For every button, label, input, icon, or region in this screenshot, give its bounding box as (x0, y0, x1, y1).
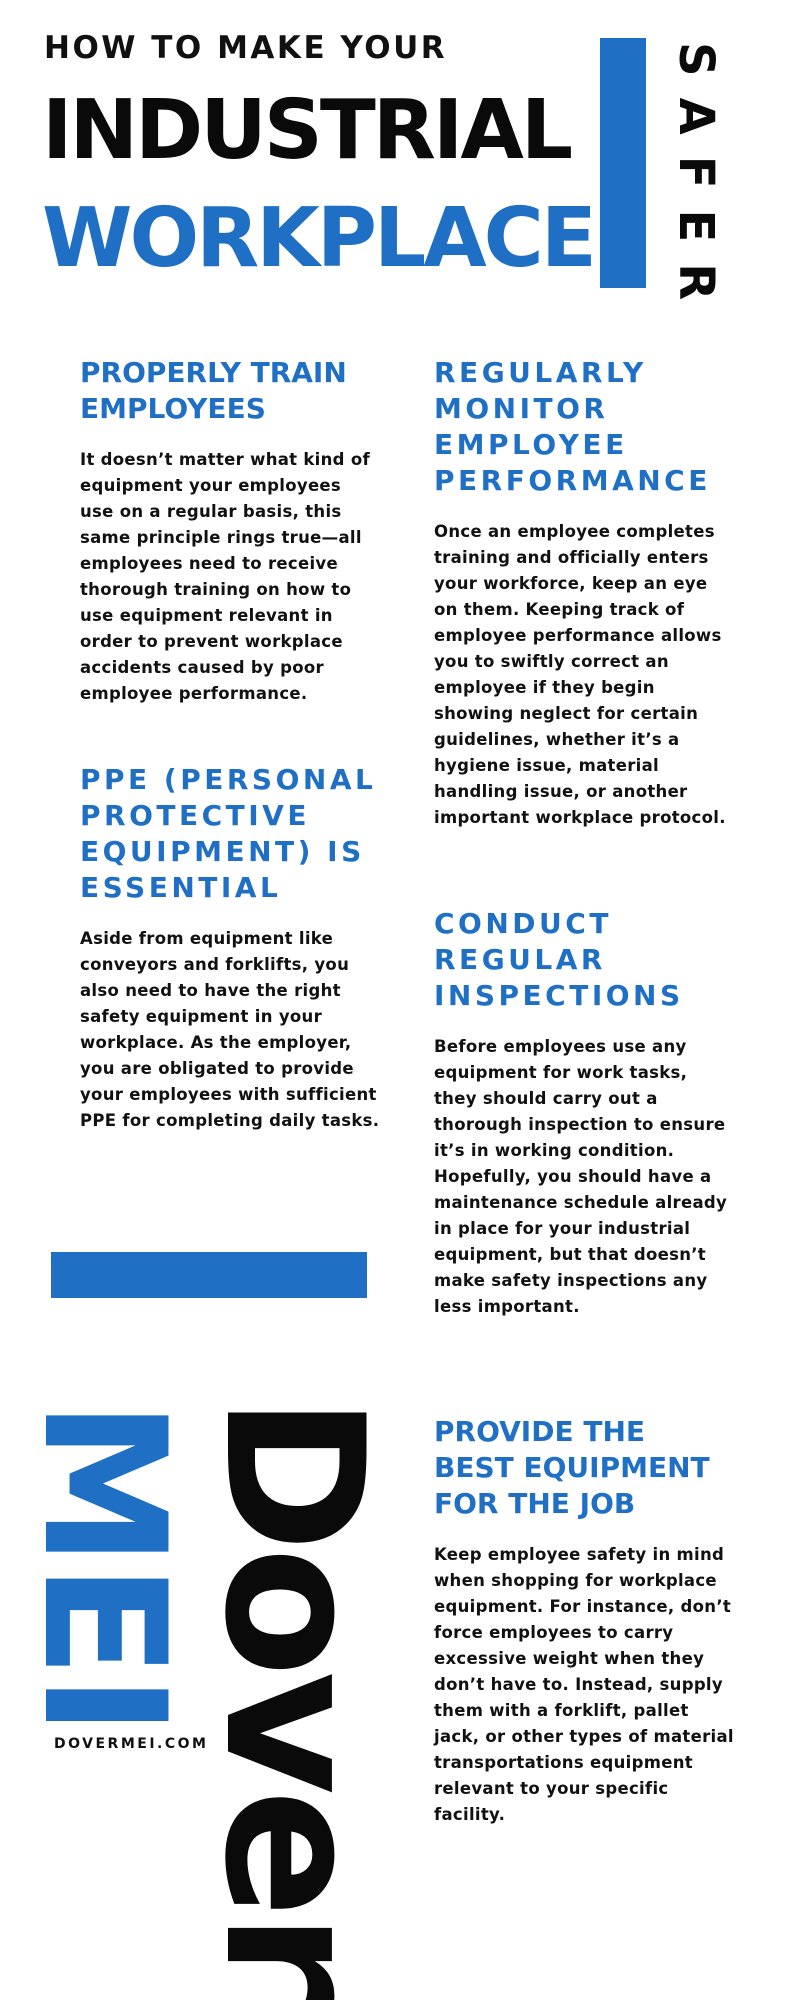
header-accent-bar (600, 38, 646, 288)
section-inspections (434, 906, 734, 1320)
section-body: Keep employee safety in mind when shopping for workplace equipment. For instance, don’t force employees to carry excessive weight when they don’t have to. Instead, supply them with a forklift, pallet jack, or other types of material transportations equipment relevant to your specific facility. (434, 1545, 734, 1824)
website-link[interactable]: DOVERMEI.COM (54, 1736, 209, 1752)
headline-kicker: HOW TO MAKE YOUR (44, 30, 448, 66)
headline-safer-vertical: SAFER (668, 42, 724, 322)
logo-mei-vertical: MEI (6, 1400, 202, 1733)
section-best-equipment (434, 1414, 734, 1828)
section-train-employees (80, 355, 380, 707)
section-title: PROPERLY TRAIN EMPLOYEES (80, 356, 347, 425)
section-body: Once an employee completes training and officially enters your workforce, keep an eye on them. Keeping track of employee performance allows you to swiftly correct an employee if they begin showing neglect for certain guidelines, whether it’s a hygiene issue, material handling issue, or another important workplace protocol. (434, 522, 726, 827)
logo-accent-bar (51, 1252, 367, 1298)
section-title: PROVIDE THE BEST EQUIPMENT FOR THE JOB (434, 1415, 710, 1520)
headline-industrial: INDUSTRIAL (42, 83, 571, 178)
section-body: Aside from equipment like conveyors and forklifts, you also need to have the right safety equipment in your workplace. As the employer, you are obligated to provide your employees with sufficient PPE for completing daily tasks. (80, 929, 380, 1130)
section-title: CONDUCT REGULAR INSPECTIONS (434, 907, 684, 1012)
section-title: PPE (PERSONAL PROTECTIVE EQUIPMENT) IS ESSENTIAL (80, 763, 377, 904)
section-monitor-performance (434, 355, 734, 831)
headline-workplace: WORKPLACE (42, 191, 594, 286)
section-body: Before employees use any equipment for work tasks, they should carry out a thorough inspection to ensure it’s in working condition. Hopefully, you should have a maintenance schedule already in place for your industrial equipment, but that doesn’t make safety inspections any less important. (434, 1037, 728, 1316)
section-ppe (80, 762, 380, 1134)
logo-dover-vertical: Dover (183, 1395, 404, 2000)
section-body: It doesn’t matter what kind of equipment your employees use on a regular basis, this same principle rings true—all employees need to receive thorough training on how to use equipment relevant in order to prevent workplace accidents caused by poor employee performance. (80, 450, 370, 703)
section-title: REGULARLY MONITOR EMPLOYEE PERFORMANCE (434, 356, 711, 497)
